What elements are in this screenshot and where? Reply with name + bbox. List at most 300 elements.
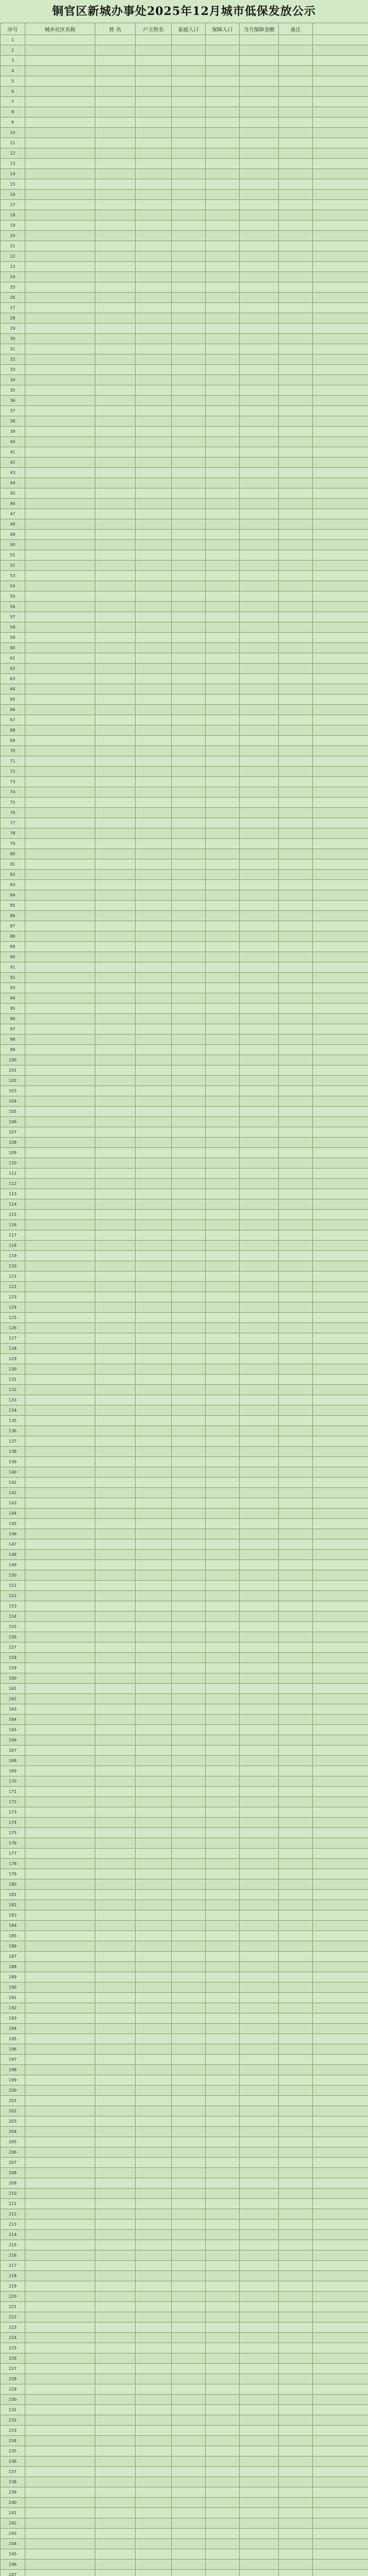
row-cell — [313, 375, 368, 385]
row-cell — [240, 684, 279, 694]
row-cell — [95, 952, 136, 962]
table-row — [1, 2456, 368, 2467]
row-cell — [95, 1766, 136, 1776]
row-cell — [95, 674, 136, 684]
row-cell — [313, 612, 368, 622]
row-cell — [206, 1653, 240, 1663]
row-cell — [279, 2034, 313, 2044]
row-cell — [240, 324, 279, 334]
row-cell — [95, 437, 136, 447]
row-cell — [172, 952, 206, 962]
row-cell — [313, 1436, 368, 1447]
row-cell — [25, 2199, 95, 2209]
row-cell — [172, 1158, 206, 1168]
table-row — [1, 1952, 368, 1962]
row-serial: 222 — [1, 2312, 25, 2323]
row-cell — [172, 1921, 206, 1931]
row-cell — [279, 2281, 313, 2292]
row-cell — [136, 179, 172, 190]
row-cell — [240, 1849, 279, 1859]
row-cell — [172, 2323, 206, 2333]
row-cell — [136, 2178, 172, 2189]
row-cell — [206, 1344, 240, 1354]
row-cell — [279, 1807, 313, 1818]
row-cell — [95, 2353, 136, 2364]
row-serial: 235 — [1, 2446, 25, 2456]
row-cell — [95, 2456, 136, 2467]
row-serial: 24 — [1, 272, 25, 282]
table-row — [1, 2446, 368, 2456]
row-cell — [313, 1838, 368, 1849]
row-cell — [313, 725, 368, 736]
table-row — [1, 1292, 368, 1302]
table-row — [1, 66, 368, 76]
col-header-blank — [313, 23, 368, 35]
row-cell — [172, 725, 206, 736]
row-serial: 209 — [1, 2178, 25, 2189]
table-row — [1, 1117, 368, 1127]
row-serial: 63 — [1, 674, 25, 684]
row-cell — [95, 1849, 136, 1859]
row-cell — [136, 1014, 172, 1024]
row-cell — [95, 1405, 136, 1416]
row-cell — [240, 148, 279, 159]
table-row — [1, 1673, 368, 1684]
row-cell — [279, 56, 313, 66]
row-cell — [25, 2178, 95, 2189]
row-serial: 97 — [1, 1024, 25, 1035]
row-cell — [95, 1982, 136, 1993]
row-cell — [206, 1921, 240, 1931]
row-cell — [206, 993, 240, 1004]
row-cell — [25, 1715, 95, 1725]
row-cell — [95, 200, 136, 210]
row-cell — [206, 1014, 240, 1024]
row-serial: 150 — [1, 1570, 25, 1581]
row-cell — [136, 2415, 172, 2426]
row-cell — [95, 1148, 136, 1158]
row-cell — [95, 1509, 136, 1519]
row-cell — [25, 2302, 95, 2312]
row-cell — [172, 1962, 206, 1972]
row-cell — [136, 1869, 172, 1879]
row-serial: 59 — [1, 633, 25, 643]
row-cell — [240, 2549, 279, 2560]
table-row — [1, 107, 368, 117]
row-cell — [172, 736, 206, 746]
row-cell — [172, 1941, 206, 1952]
row-cell — [95, 1065, 136, 1076]
row-cell — [25, 1797, 95, 1807]
table-row — [1, 1529, 368, 1539]
row-cell — [136, 1993, 172, 2003]
row-cell — [206, 2158, 240, 2168]
row-cell — [279, 2477, 313, 2487]
row-cell — [95, 870, 136, 880]
table-row — [1, 1859, 368, 1869]
col-header-serial: 序号 — [1, 23, 25, 35]
row-cell — [95, 56, 136, 66]
row-cell — [95, 2189, 136, 2199]
row-cell — [279, 694, 313, 705]
row-cell — [95, 148, 136, 159]
row-cell — [313, 2199, 368, 2209]
row-cell — [136, 1416, 172, 1426]
row-cell — [279, 221, 313, 231]
table-row — [1, 1581, 368, 1591]
row-cell — [240, 1478, 279, 1488]
row-cell — [313, 849, 368, 859]
row-cell — [95, 1962, 136, 1972]
row-cell — [172, 942, 206, 952]
row-cell — [313, 1405, 368, 1416]
row-cell — [136, 1241, 172, 1251]
row-cell — [240, 901, 279, 911]
table-row — [1, 2374, 368, 2384]
row-serial: 49 — [1, 530, 25, 540]
row-serial: 234 — [1, 2436, 25, 2446]
row-cell — [240, 1416, 279, 1426]
row-cell — [313, 251, 368, 262]
row-cell — [313, 2271, 368, 2281]
table-row — [1, 1704, 368, 1715]
row-cell — [172, 1570, 206, 1581]
row-cell — [136, 1591, 172, 1601]
row-cell — [136, 1560, 172, 1570]
table-row — [1, 1138, 368, 1148]
row-cell — [240, 2024, 279, 2034]
row-cell — [172, 890, 206, 901]
row-cell — [172, 2560, 206, 2570]
row-cell — [206, 2189, 240, 2199]
row-cell — [240, 2127, 279, 2137]
row-cell — [313, 880, 368, 890]
row-cell — [136, 694, 172, 705]
row-cell — [172, 612, 206, 622]
row-cell — [25, 2003, 95, 2013]
row-cell — [279, 1457, 313, 1467]
row-cell — [279, 334, 313, 344]
row-cell — [172, 1694, 206, 1704]
row-cell — [172, 1004, 206, 1014]
row-cell — [240, 1735, 279, 1745]
row-cell — [206, 1910, 240, 1921]
row-cell — [172, 973, 206, 983]
row-cell — [279, 540, 313, 550]
row-cell — [172, 1931, 206, 1941]
row-cell — [240, 705, 279, 715]
row-cell — [240, 1756, 279, 1766]
row-cell — [172, 1127, 206, 1138]
row-cell — [136, 128, 172, 138]
row-cell — [25, 1313, 95, 1323]
row-cell — [206, 190, 240, 200]
row-cell — [313, 2405, 368, 2415]
row-cell — [95, 1993, 136, 2003]
row-cell — [25, 828, 95, 839]
row-cell — [206, 519, 240, 530]
row-cell — [95, 540, 136, 550]
row-cell — [95, 2065, 136, 2075]
row-cell — [136, 818, 172, 828]
row-cell — [172, 756, 206, 767]
row-cell — [279, 354, 313, 365]
row-cell — [206, 2508, 240, 2518]
row-cell — [95, 1601, 136, 1612]
row-cell — [240, 849, 279, 859]
row-cell — [313, 890, 368, 901]
row-cell — [206, 2127, 240, 2137]
row-serial: 210 — [1, 2189, 25, 2199]
row-cell — [206, 798, 240, 808]
row-cell — [206, 2086, 240, 2096]
row-serial: 185 — [1, 1931, 25, 1941]
row-cell — [95, 1313, 136, 1323]
row-cell — [313, 200, 368, 210]
row-cell — [313, 1972, 368, 1982]
row-cell — [136, 2477, 172, 2487]
row-cell — [25, 736, 95, 746]
table-row — [1, 1199, 368, 1210]
row-cell — [313, 1756, 368, 1766]
row-cell — [172, 76, 206, 87]
row-cell — [136, 1715, 172, 1725]
table-row — [1, 1035, 368, 1045]
row-cell — [25, 1478, 95, 1488]
row-cell — [240, 97, 279, 107]
row-cell — [240, 839, 279, 849]
row-serial: 215 — [1, 2240, 25, 2250]
row-cell — [95, 1952, 136, 1962]
row-cell — [136, 2230, 172, 2240]
row-cell — [313, 1478, 368, 1488]
row-cell — [25, 870, 95, 880]
table-row — [1, 2518, 368, 2529]
row-cell — [172, 1818, 206, 1828]
row-cell — [206, 1622, 240, 1632]
row-serial: 31 — [1, 344, 25, 354]
row-serial: 158 — [1, 1653, 25, 1663]
row-cell — [240, 591, 279, 602]
row-serial: 60 — [1, 643, 25, 653]
row-cell — [206, 859, 240, 870]
row-cell — [240, 2281, 279, 2292]
row-cell — [313, 365, 368, 375]
row-cell — [279, 251, 313, 262]
row-cell — [206, 1478, 240, 1488]
row-cell — [240, 117, 279, 128]
row-cell — [136, 1107, 172, 1117]
row-cell — [313, 952, 368, 962]
row-cell — [136, 561, 172, 571]
table-row — [1, 2333, 368, 2343]
row-cell — [240, 1776, 279, 1787]
row-serial: 207 — [1, 2158, 25, 2168]
table-row — [1, 1838, 368, 1849]
row-cell — [240, 1766, 279, 1776]
row-cell — [136, 736, 172, 746]
row-cell — [240, 983, 279, 993]
row-cell — [136, 447, 172, 457]
row-cell — [206, 1931, 240, 1941]
row-cell — [240, 2570, 279, 2576]
row-cell — [95, 2106, 136, 2116]
row-cell — [313, 746, 368, 756]
row-cell — [313, 1591, 368, 1601]
row-cell — [313, 591, 368, 602]
row-cell — [95, 1179, 136, 1189]
row-cell — [95, 2178, 136, 2189]
row-serial: 166 — [1, 1735, 25, 1745]
row-cell — [172, 159, 206, 169]
row-cell — [95, 1529, 136, 1539]
row-cell — [206, 2292, 240, 2302]
row-cell — [95, 1375, 136, 1385]
table-row — [1, 962, 368, 973]
row-cell — [136, 1735, 172, 1745]
row-cell — [25, 2240, 95, 2250]
row-cell — [95, 2127, 136, 2137]
row-serial: 20 — [1, 231, 25, 241]
row-cell — [172, 1601, 206, 1612]
row-cell — [206, 128, 240, 138]
row-cell — [95, 890, 136, 901]
row-cell — [95, 1189, 136, 1199]
table-row — [1, 746, 368, 756]
row-serial: 89 — [1, 942, 25, 952]
row-cell — [172, 2415, 206, 2426]
row-cell — [240, 2343, 279, 2353]
row-cell — [172, 2065, 206, 2075]
row-cell — [240, 1364, 279, 1375]
row-cell — [313, 1952, 368, 1962]
row-cell — [25, 313, 95, 324]
row-serial: 198 — [1, 2065, 25, 2075]
row-serial: 137 — [1, 1436, 25, 1447]
row-cell — [25, 2106, 95, 2116]
row-cell — [95, 2096, 136, 2106]
row-cell — [313, 1488, 368, 1498]
row-cell — [279, 1715, 313, 1725]
row-cell — [313, 2302, 368, 2312]
row-cell — [95, 1014, 136, 1024]
row-cell — [25, 973, 95, 983]
row-serial: 105 — [1, 1107, 25, 1117]
table-row — [1, 798, 368, 808]
row-serial: 91 — [1, 962, 25, 973]
row-cell — [172, 828, 206, 839]
row-cell — [313, 221, 368, 231]
table-row — [1, 849, 368, 859]
row-cell — [136, 2487, 172, 2498]
row-cell — [172, 2116, 206, 2127]
row-cell — [172, 56, 206, 66]
row-serial: 36 — [1, 396, 25, 406]
row-cell — [172, 2395, 206, 2405]
row-cell — [240, 550, 279, 561]
row-cell — [313, 1570, 368, 1581]
row-cell — [172, 1210, 206, 1220]
row-cell — [172, 1972, 206, 1982]
row-cell — [206, 2178, 240, 2189]
row-cell — [136, 354, 172, 365]
row-cell — [25, 1653, 95, 1663]
row-cell — [136, 540, 172, 550]
row-cell — [206, 1272, 240, 1282]
row-cell — [172, 416, 206, 427]
row-cell — [95, 1560, 136, 1570]
row-cell — [240, 921, 279, 931]
row-cell — [95, 808, 136, 818]
row-cell — [279, 1199, 313, 1210]
table-row — [1, 262, 368, 272]
table-row — [1, 45, 368, 56]
row-cell — [136, 1302, 172, 1313]
row-cell — [279, 643, 313, 653]
row-cell — [172, 1715, 206, 1725]
row-cell — [25, 1704, 95, 1715]
row-cell — [313, 97, 368, 107]
table-row — [1, 1333, 368, 1344]
table-row — [1, 1962, 368, 1972]
table-row — [1, 2055, 368, 2065]
row-cell — [25, 1354, 95, 1364]
row-cell — [172, 839, 206, 849]
row-cell — [206, 2487, 240, 2498]
row-cell — [313, 1550, 368, 1560]
row-cell — [95, 602, 136, 612]
row-cell — [279, 1426, 313, 1436]
row-cell — [313, 561, 368, 571]
table-row — [1, 1107, 368, 1117]
row-cell — [279, 1138, 313, 1148]
row-cell — [240, 1282, 279, 1292]
row-cell — [279, 2086, 313, 2096]
row-cell — [313, 241, 368, 251]
row-cell — [206, 622, 240, 633]
row-cell — [172, 2250, 206, 2261]
row-cell — [279, 2436, 313, 2446]
row-cell — [313, 1797, 368, 1807]
row-cell — [279, 107, 313, 117]
row-cell — [206, 1179, 240, 1189]
row-cell — [240, 2240, 279, 2250]
row-cell — [172, 148, 206, 159]
row-cell — [172, 1241, 206, 1251]
row-cell — [206, 200, 240, 210]
row-cell — [313, 1004, 368, 1014]
row-cell — [206, 2323, 240, 2333]
row-serial: 192 — [1, 2003, 25, 2013]
row-cell — [240, 1941, 279, 1952]
row-cell — [95, 736, 136, 746]
row-cell — [279, 2219, 313, 2230]
row-serial: 112 — [1, 1179, 25, 1189]
row-serial: 141 — [1, 1478, 25, 1488]
table-row — [1, 1282, 368, 1292]
row-cell — [240, 1725, 279, 1735]
row-serial: 123 — [1, 1292, 25, 1302]
table-row — [1, 1302, 368, 1313]
row-cell — [313, 2240, 368, 2250]
row-cell — [95, 1416, 136, 1426]
row-cell — [136, 2261, 172, 2271]
row-cell — [95, 2508, 136, 2518]
row-serial: 108 — [1, 1138, 25, 1148]
row-cell — [95, 849, 136, 859]
row-cell — [172, 1787, 206, 1797]
row-cell — [313, 942, 368, 952]
